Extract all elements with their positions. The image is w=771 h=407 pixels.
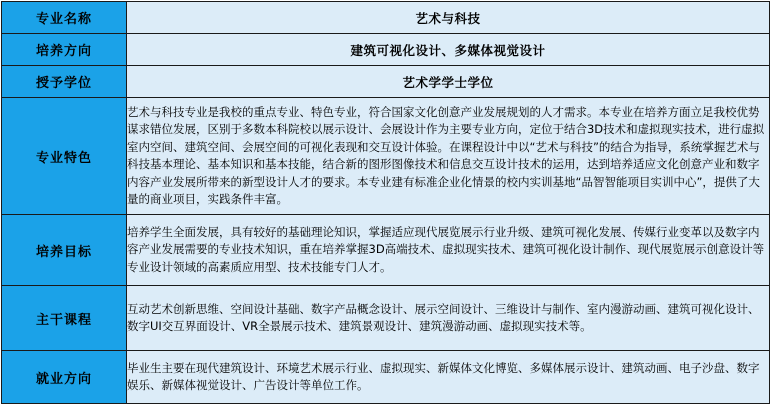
training-direction-label: 培养方向 bbox=[2, 34, 127, 66]
row-major-features bbox=[2, 98, 770, 215]
row-core-courses bbox=[2, 286, 770, 351]
degree-label: 授予学位 bbox=[2, 66, 127, 98]
major-info-table bbox=[1, 1, 770, 404]
row-career-direction bbox=[2, 351, 770, 404]
career-direction-label: 就业方向 bbox=[2, 351, 127, 404]
major-name-label: 专业名称 bbox=[2, 2, 127, 34]
major-features-label: 专业特色 bbox=[2, 98, 127, 215]
row-degree bbox=[2, 66, 770, 98]
core-courses-text: 互动艺术创新思维、空间设计基础、数字产品概念设计、展示空间设计、三维设计与制作、室内漫游动画、建筑可视化设计、数字UI交互界面设计、VR全景展示技术、建筑景观设计、建筑漫游动画、虚拟现实技术等。 bbox=[127, 286, 770, 351]
training-goal-text: 培养学生全面发展，具有较好的基础理论知识，掌握适应现代展览展示行业升级、建筑可视化发展、传媒行业变革以及数字内容产业发展需要的专业技术知识，重在培养掌握3D高端技术、虚拟现实技术、建筑可视化设计制作、现代展览展示创意设计等专业设计领域的高素质应用型、技术技能专门人才。 bbox=[127, 215, 770, 286]
training-direction-value: 建筑可视化设计、多媒体视觉设计 bbox=[127, 34, 770, 66]
career-direction-text: 毕业生主要在现代建筑设计、环境艺术展示行业、虚拟现实、新媒体文化博览、多媒体展示设计、建筑动画、电子沙盘、数字娱乐、新媒体视觉设计、广告设计等单位工作。 bbox=[127, 351, 770, 404]
training-goal-label: 培养目标 bbox=[2, 215, 127, 286]
degree-value: 艺术学学士学位 bbox=[127, 66, 770, 98]
row-training-direction bbox=[2, 34, 770, 66]
row-training-goal bbox=[2, 215, 770, 286]
major-name-value: 艺术与科技 bbox=[127, 2, 770, 34]
row-major-name bbox=[2, 2, 770, 34]
major-features-text: 艺术与科技专业是我校的重点专业、特色专业，符合国家文化创意产业发展规划的人才需求。本专业在培养方面立足我校优势谋求错位发展，区别于多数本科院校以展示设计、会展设计作为主要专业方向，定位于结合3D技术和虚拟现实技术，进行虚拟室内空间、建筑空间、会展空间的可视化表现和交互设计体验。在课程设计中以“艺术与科技”的结合为指导，系统掌握艺术与科技基本理论、基本知识和基本技能，结合新的图形图像技术和信息交互设计技术的运用，达到培养适应文化创意产业和数字内容产业发展所带来的新型设计人才的要求。本专业建有标准企业化情景的校内实训基地“品智智能项目实训中心”，提供了大量的商业项目，实践条件丰富。 bbox=[127, 98, 770, 215]
core-courses-label: 主干课程 bbox=[2, 286, 127, 351]
